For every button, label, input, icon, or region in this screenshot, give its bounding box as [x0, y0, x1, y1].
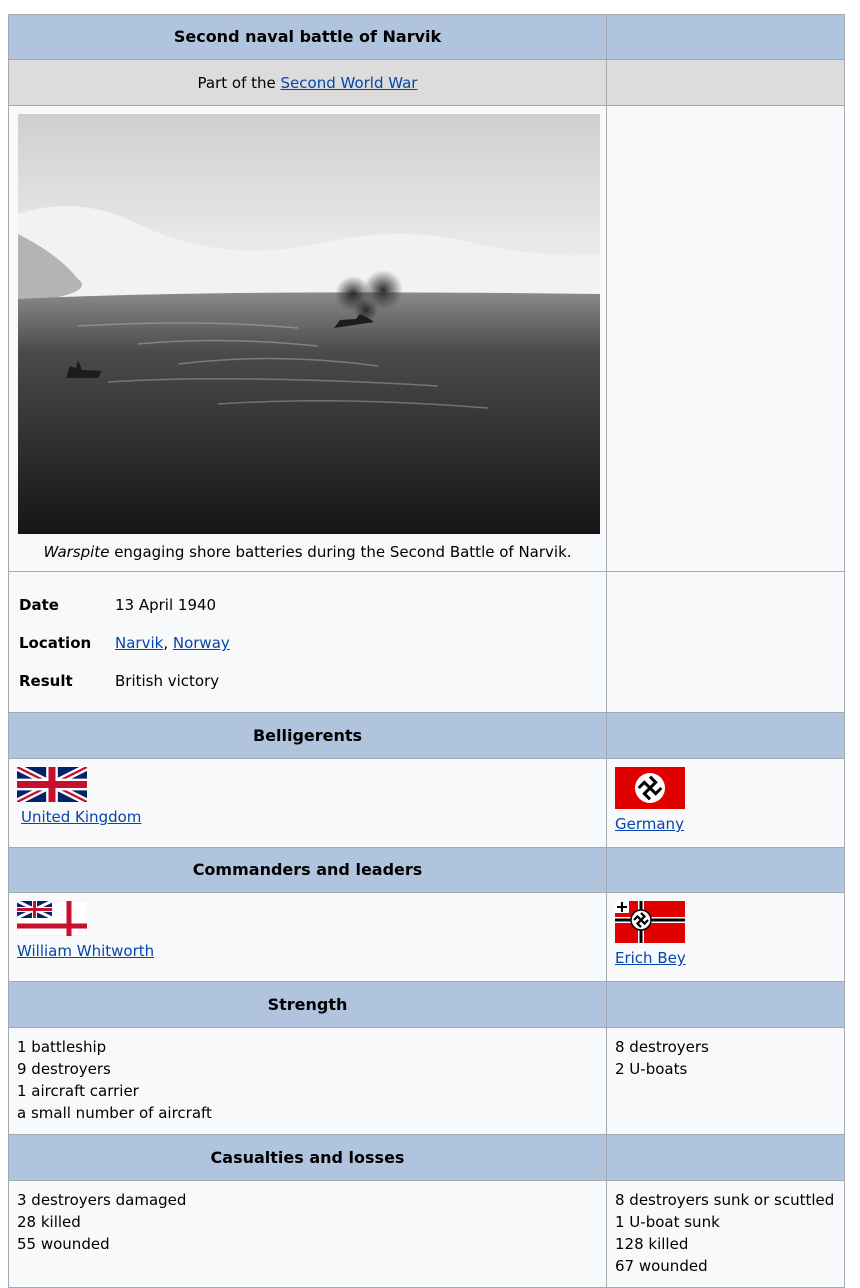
belligerent-left: [9, 759, 607, 848]
infobox: [8, 14, 845, 1288]
belligerents-header: Belligerents: [9, 713, 607, 759]
casualty-item: 1 U-boat sunk: [615, 1213, 720, 1231]
caption-ship-name: Warspite: [43, 543, 110, 561]
facts-cell: [9, 572, 607, 713]
narvik-link[interactable]: Narvik: [115, 634, 164, 652]
nazi-germany-flag-icon: [615, 767, 685, 809]
strength-item: 8 destroyers: [615, 1038, 709, 1056]
erich-bey-link[interactable]: Erich Bey: [615, 949, 686, 967]
infobox-title: Second naval battle of Narvik: [9, 15, 607, 60]
casualties-header: Casualties and losses: [9, 1135, 607, 1181]
william-whitworth-link[interactable]: William Whitworth: [17, 942, 155, 960]
location-separator: ,: [163, 634, 173, 652]
empty-cell: [607, 713, 845, 759]
kriegsmarine-ensign-icon: [615, 901, 685, 943]
location-label: Location: [19, 634, 92, 652]
commander-left: [9, 893, 607, 982]
empty-cell: [607, 15, 845, 60]
commanders-header: Commanders and leaders: [9, 848, 607, 893]
result-label: Result: [19, 672, 73, 690]
empty-cell: [607, 1135, 845, 1181]
location-row: [19, 624, 230, 662]
strength-item: a small number of aircraft: [17, 1104, 212, 1122]
casualties-left: [9, 1181, 607, 1288]
casualty-item: 67 wounded: [615, 1257, 708, 1275]
date-row: [19, 586, 230, 624]
empty-cell: [607, 982, 845, 1028]
date-label: Date: [19, 596, 59, 614]
belligerent-right: [607, 759, 845, 848]
image-caption: [9, 534, 606, 571]
caption-text: engaging shore batteries during the Second Battle of Narvik.: [109, 543, 572, 561]
second-world-war-link[interactable]: Second World War: [280, 73, 418, 92]
result-row: [19, 662, 230, 700]
norway-link[interactable]: Norway: [172, 634, 230, 652]
casualty-item: 128 killed: [615, 1235, 689, 1253]
union-jack-icon: [17, 767, 87, 802]
casualty-item: 8 destroyers sunk or scuttled: [615, 1191, 835, 1209]
strength-item: 2 U-boats: [615, 1060, 688, 1078]
strength-left: [9, 1028, 607, 1135]
date-value: 13 April 1940: [115, 596, 217, 614]
empty-cell: [607, 572, 845, 713]
empty-cell: [607, 60, 845, 106]
casualty-item: 55 wounded: [17, 1235, 110, 1253]
battle-photo[interactable]: [18, 114, 600, 534]
white-ensign-icon: [17, 901, 87, 936]
image-cell: [9, 106, 607, 572]
strength-item: 9 destroyers: [17, 1060, 111, 1078]
part-of-prefix: Part of the: [197, 73, 281, 92]
casualty-item: 28 killed: [17, 1213, 81, 1231]
facts-table: [19, 586, 230, 700]
empty-cell: [607, 106, 845, 572]
germany-link[interactable]: Germany: [615, 815, 684, 833]
result-value: British victory: [115, 672, 220, 690]
strength-right: [607, 1028, 845, 1135]
united-kingdom-link[interactable]: United Kingdom: [21, 808, 142, 826]
location-value: [115, 624, 230, 662]
casualties-right: [607, 1181, 845, 1288]
strength-header: Strength: [9, 982, 607, 1028]
casualty-item: 3 destroyers damaged: [17, 1191, 187, 1209]
commander-right: [607, 893, 845, 982]
strength-item: 1 aircraft carrier: [17, 1082, 139, 1100]
empty-cell: [607, 848, 845, 893]
strength-item: 1 battleship: [17, 1038, 107, 1056]
part-of-line: [9, 60, 607, 106]
